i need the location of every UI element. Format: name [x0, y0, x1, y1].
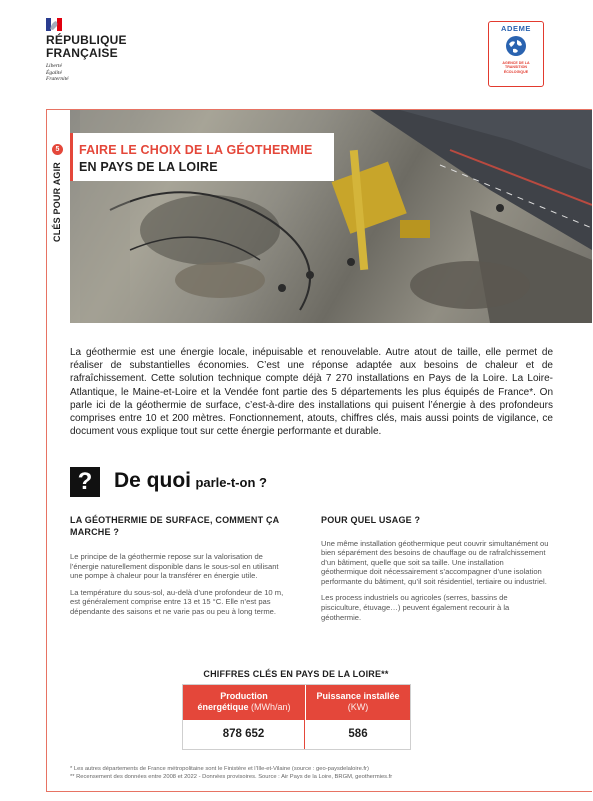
- key-figure-header-unit: (MWh/an): [251, 701, 291, 712]
- left-column-paragraph: Le principe de la géothermie repose sur la valorisation de l’énergie naturellement disponible dans le sous-sol en utilisant une pompe à chaleur pour la transférer en énergie utile.: [70, 552, 279, 581]
- right-column-paragraph: Les process industriels ou agricoles (serres, bassins de pisciculture, étuvage…) peuvent également recourir à la géothermie.: [321, 593, 510, 622]
- side-number-badge: 5: [52, 144, 63, 155]
- ademe-globe-icon: [505, 35, 527, 57]
- key-figures-table: [183, 685, 410, 749]
- footnote: * Les autres départements de France métropolitaine sont le Finistère et l’Ille-et-Vilaine (source : geo-paysdelaloire.fr): [70, 766, 369, 772]
- key-figure-header-power: [306, 685, 410, 720]
- page-title: FAIRE LE CHOIX DE LA GÉOTHERMIE: [79, 143, 313, 157]
- side-label: CLÉS POUR AGIR: [52, 162, 62, 242]
- right-column-paragraph: Une même installation géothermique peut couvrir simultanément ou bien séparément des besoins de chauffage ou de rafraîchissement d’un bâtiment, quelle que soit sa taille. Une installation géothermique doit nécessairement s’accompagner d’une isolation performante du bâtiment, qu’il soit résidentiel, tertiaire ou industriel.: [321, 538, 549, 586]
- key-figure-value-production: 878 652: [183, 720, 305, 749]
- left-column-heading: LA GÉOTHERMIE DE SURFACE, COMMENT ÇA MARCHE ?: [70, 515, 280, 537]
- key-figure-header-unit: (KW): [347, 701, 369, 712]
- ademe-logo-subtitle: AGENCE DE LA TRANSITION ÉCOLOGIQUE: [502, 61, 530, 74]
- footnotes: [70, 766, 540, 781]
- left-column-paragraph: La température du sous-sol, au-delà d’une profondeur de 10 m, est généralement comprise entre 13 et 15 °C. Elle n’est pas dépendante des saisons et ne varie pas ou peu à long terme.: [70, 587, 284, 616]
- ademe-logo-name: ADEME: [500, 24, 532, 33]
- republique-francaise-name: RÉPUBLIQUE FRANÇAISE: [46, 33, 127, 60]
- key-figure-header-label: énergétique: [197, 701, 249, 712]
- page-subtitle: EN PAYS DE LA LOIRE: [79, 160, 218, 174]
- key-figure-value-power: 586: [306, 720, 410, 749]
- intro-paragraph: La géothermie est une énergie locale, inépuisable et renouvelable. Autre atout de taille, elle permet de réaliser de substantielles économies. C’est une réponse adaptée aux besoins de chaleur et de rafraîchissement. Cette solution technique compte déjà 7 270 installations en Pays de la Loire. La Loire-Atlantique, le Maine-et-Loire et la Vendée font partie des 5 départements les plus équipés de France*. On parle ici de la géothermie de surface, c’est-à-dire des installations qui puisent l’énergie à des profondeurs comprises entre 10 et 200 mètres. Fonctionnement, atouts, chiffres clés, mais aussi points de vigilance, ce document vous explique tout sur cette énergie performante et durable.: [70, 347, 553, 438]
- section-title: [114, 469, 267, 493]
- key-figures-title: CHIFFRES CLÉS EN PAYS DE LA LOIRE**: [203, 669, 389, 679]
- key-figure-header-label: Puissance installée: [316, 691, 400, 701]
- key-figure-header-production: [183, 685, 305, 720]
- key-figure-header-label: Production: [220, 691, 268, 701]
- marianne-logo: [46, 18, 62, 31]
- right-column-heading: POUR QUEL USAGE ?: [321, 515, 421, 525]
- footnote: ** Recensement des données entre 2008 et 2022 - Données provisoires. Source : Air Pays de la Loire, BRGM, geothermies.fr: [70, 773, 393, 780]
- question-icon: ?: [70, 467, 100, 497]
- section-title-suffix: parle-t-on ?: [195, 475, 267, 490]
- section-title-main: De quoi: [114, 469, 191, 492]
- right-column: [321, 515, 549, 629]
- left-column: [70, 515, 284, 624]
- republique-motto: Liberté Égalité Fraternité: [46, 63, 69, 82]
